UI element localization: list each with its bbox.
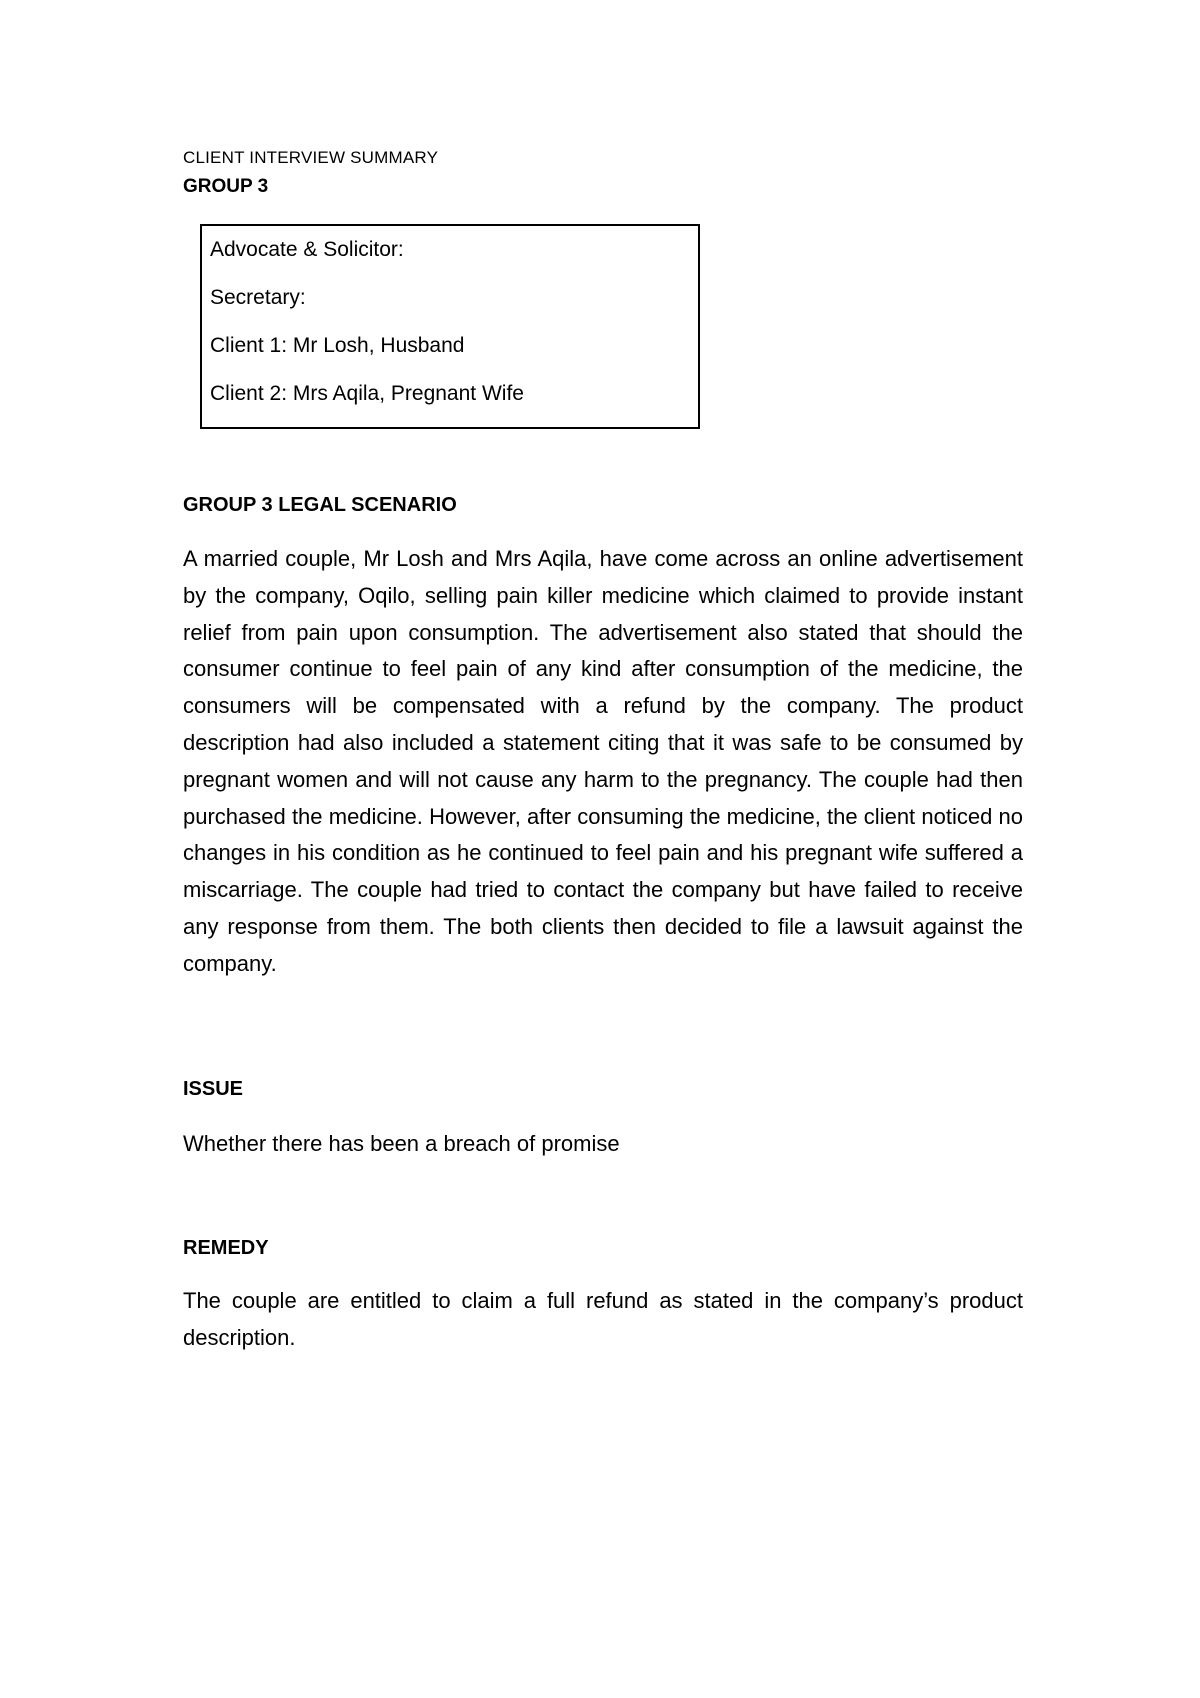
role-client-2: Client 2: Mrs Aqila, Pregnant Wife xyxy=(210,382,524,405)
group-label: GROUP 3 xyxy=(183,176,269,197)
scenario-heading: GROUP 3 LEGAL SCENARIO xyxy=(183,494,457,516)
issue-paragraph: Whether there has been a breach of promise xyxy=(183,1131,620,1156)
remedy-heading: REMEDY xyxy=(183,1237,269,1259)
role-secretary: Secretary: xyxy=(210,286,306,309)
scenario-paragraph: A married couple, Mr Losh and Mrs Aqila, have come across an online advertisement by the company, Oqilo, selling pain killer medicine which claimed to provide instant relief from pain upon consumption. The advertisement also stated that should the consumer continue to feel pain of any kind after consumption of the medicine, the consumers will be compensated with a refund by the company. The product description had also included a statement citing that it was safe to be consumed by pregnant women and will not cause any harm to the pregnancy. The couple had then purchased the medicine. However, after consuming the medicine, the client noticed no changes in his condition as he continued to feel pain and his pregnant wife suffered a miscarriage. The couple had tried to contact the company but have failed to receive any response from them. The both clients then decided to file a lawsuit against the company. xyxy=(183,546,1023,976)
role-advocate-solicitor: Advocate & Solicitor: xyxy=(210,238,404,261)
role-client-1: Client 1: Mr Losh, Husband xyxy=(210,334,465,357)
roles-box xyxy=(200,224,700,429)
document-title: CLIENT INTERVIEW SUMMARY xyxy=(183,148,439,167)
issue-heading: ISSUE xyxy=(183,1078,244,1100)
remedy-paragraph: The couple are entitled to claim a full refund as stated in the company’s product description. xyxy=(183,1288,1023,1350)
